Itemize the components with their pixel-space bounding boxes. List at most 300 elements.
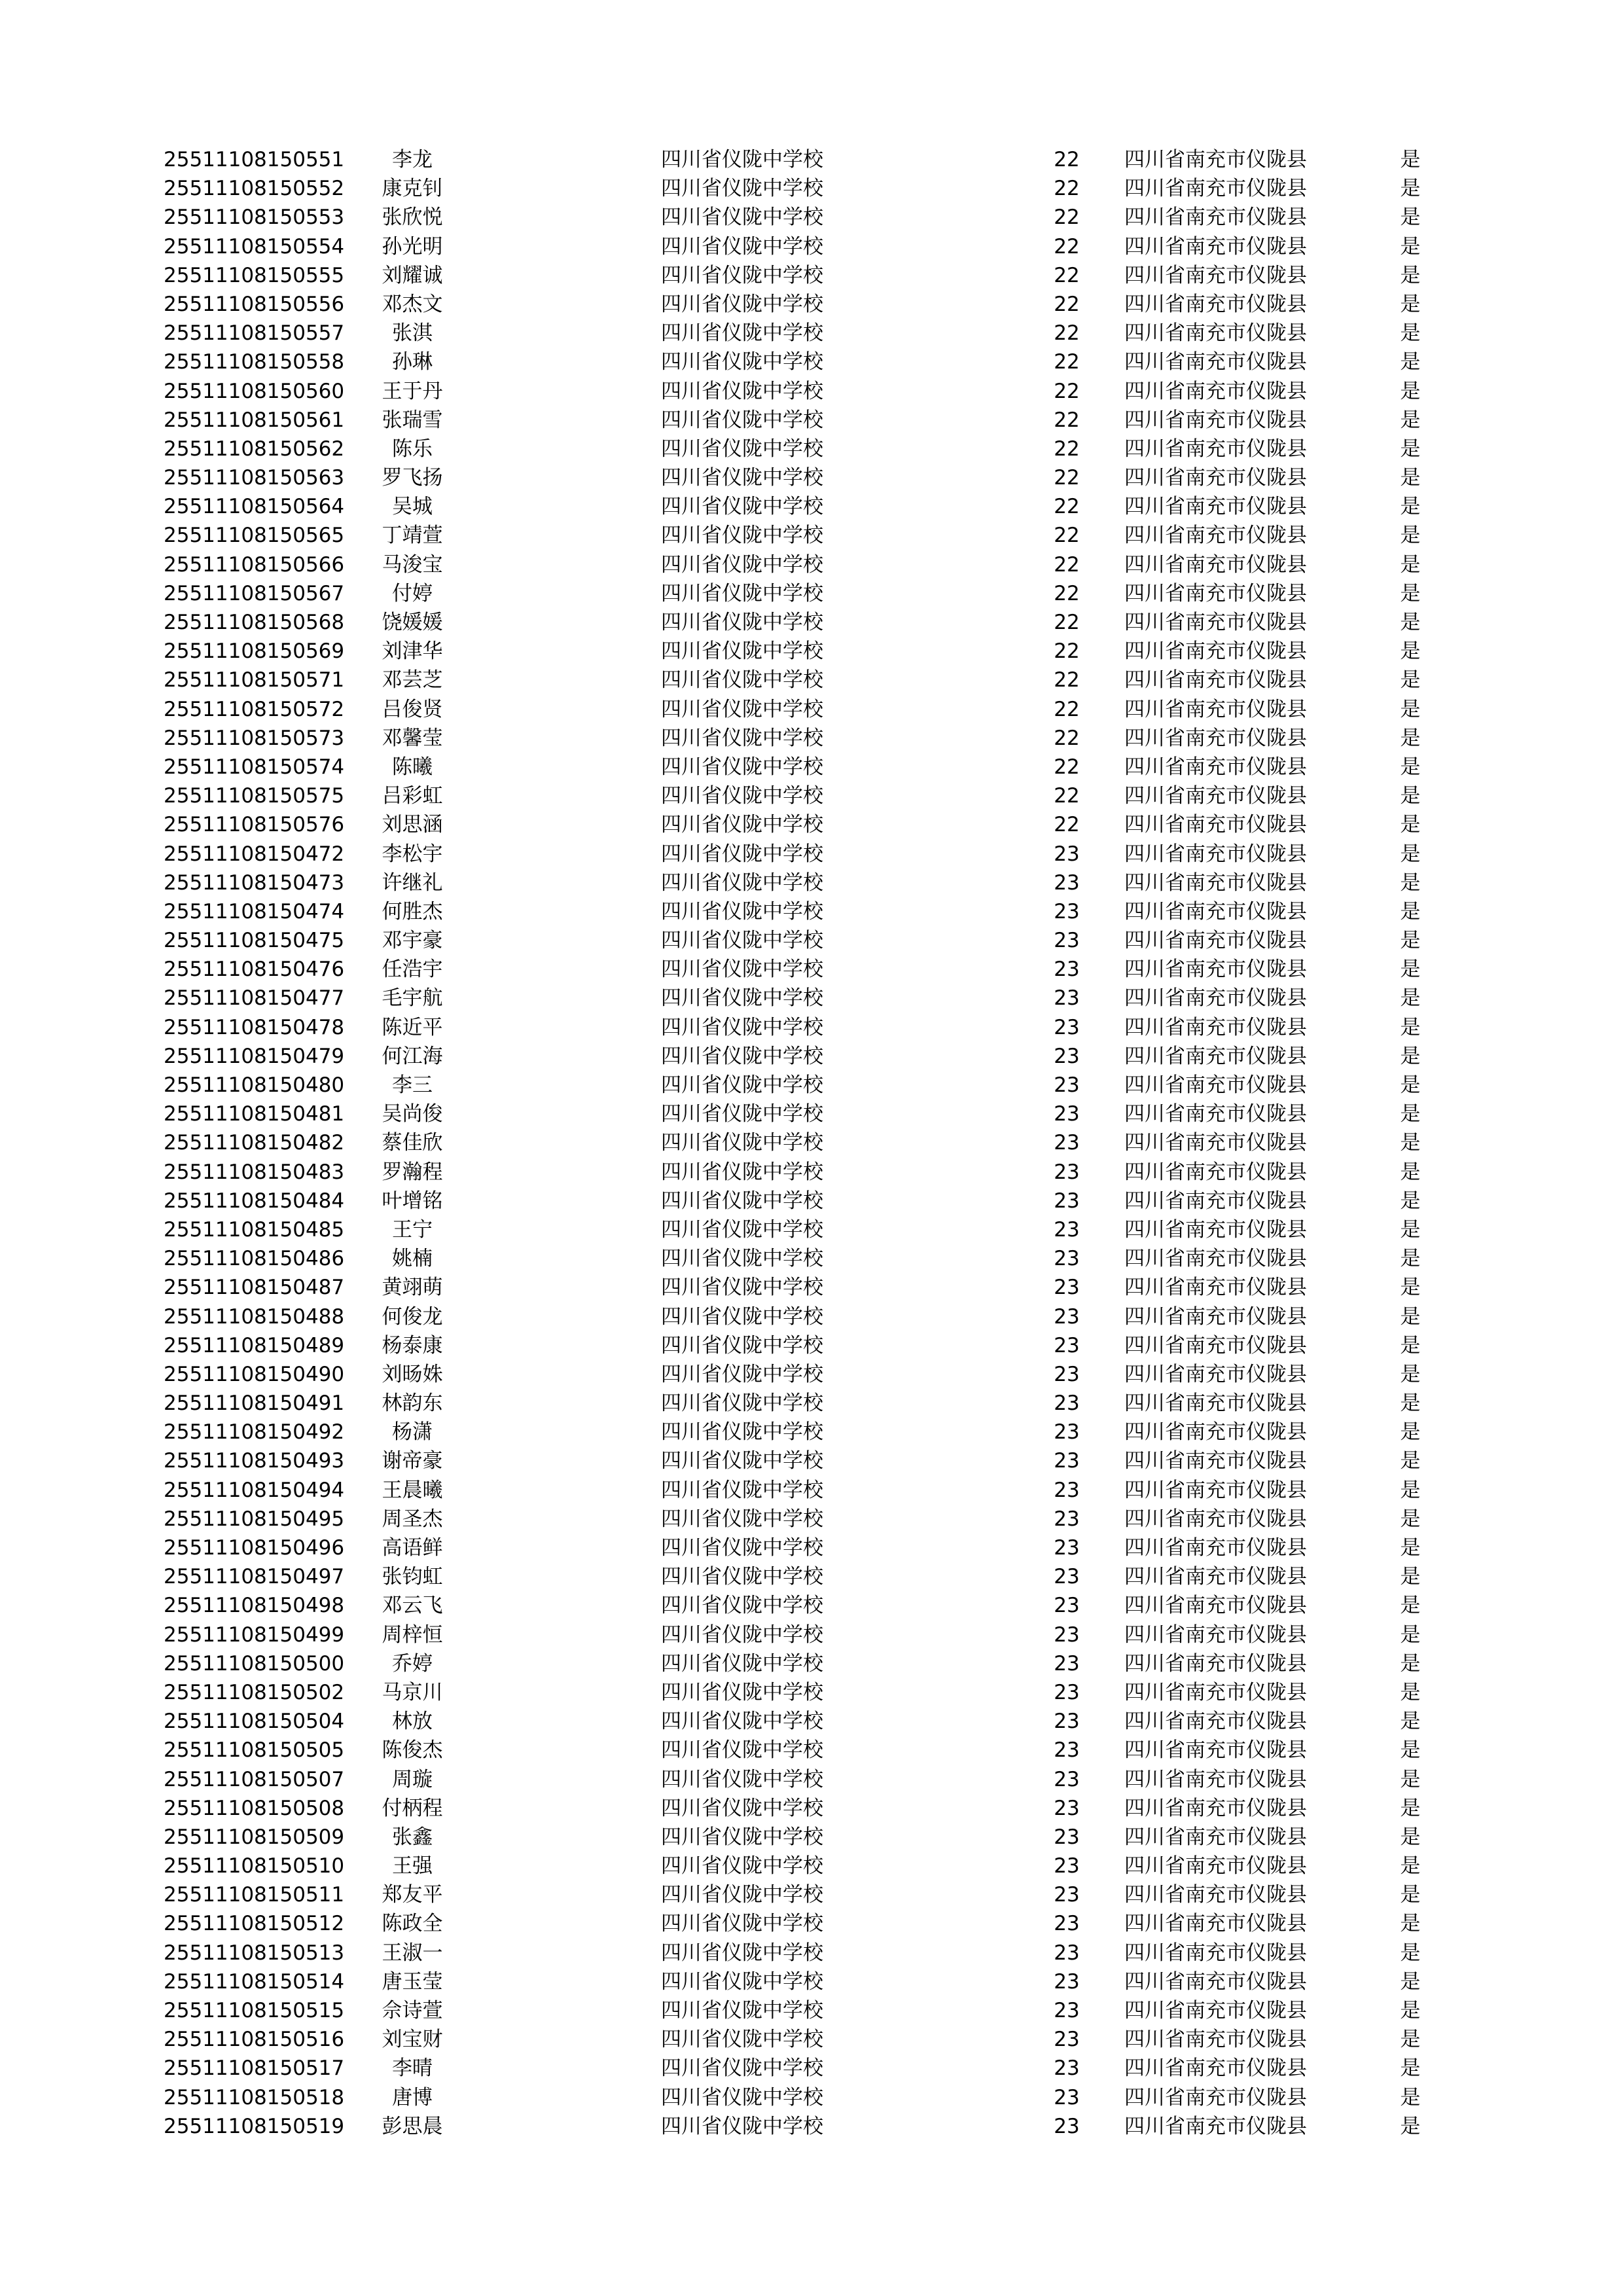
region-cell: 四川省南充市仪陇县 bbox=[1124, 1912, 1307, 1936]
student-name-cell: 丁靖萱 bbox=[382, 524, 443, 548]
school-cell: 四川省仪陇中学校 bbox=[661, 1969, 823, 1994]
region-cell: 四川省南充市仪陇县 bbox=[1124, 1391, 1307, 1416]
number-cell: 23 bbox=[1054, 1883, 1080, 1907]
school-cell: 四川省仪陇中学校 bbox=[661, 1189, 823, 1213]
number-cell: 23 bbox=[1054, 842, 1080, 866]
number-cell: 23 bbox=[1054, 2085, 1080, 2109]
number-cell: 22 bbox=[1054, 206, 1080, 230]
number-cell: 23 bbox=[1054, 1796, 1080, 1820]
student-name-cell: 马京川 bbox=[382, 1680, 443, 1704]
student-name-cell: 邓云飞 bbox=[382, 1594, 443, 1618]
number-cell: 22 bbox=[1054, 350, 1080, 374]
table-row bbox=[0, 1880, 1623, 1909]
student-name-cell: 佘诗萱 bbox=[382, 1999, 443, 2022]
student-id-cell: 25511108150564 bbox=[164, 495, 345, 519]
region-cell: 四川省南充市仪陇县 bbox=[1124, 899, 1307, 924]
flag-cell: 是 bbox=[1400, 581, 1421, 605]
student-id-cell: 25511108150515 bbox=[164, 1999, 345, 2022]
school-cell: 四川省仪陇中学校 bbox=[661, 726, 823, 750]
student-id-cell: 25511108150476 bbox=[164, 958, 345, 982]
number-cell: 23 bbox=[1054, 1276, 1080, 1300]
flag-cell: 是 bbox=[1400, 234, 1421, 259]
school-cell: 四川省仪陇中学校 bbox=[661, 1333, 823, 1357]
flag-cell: 是 bbox=[1400, 1131, 1421, 1155]
region-cell: 四川省南充市仪陇县 bbox=[1124, 726, 1307, 750]
student-name-cell: 任浩宇 bbox=[382, 958, 443, 982]
region-cell: 四川省南充市仪陇县 bbox=[1124, 1969, 1307, 1994]
student-id-cell: 25511108150554 bbox=[164, 234, 345, 259]
region-cell: 四川省南充市仪陇县 bbox=[1124, 1362, 1307, 1386]
region-cell: 四川省南充市仪陇县 bbox=[1124, 2085, 1307, 2109]
number-cell: 23 bbox=[1054, 1304, 1080, 1329]
student-name-cell: 谢帝豪 bbox=[382, 1449, 443, 1473]
table-row bbox=[0, 203, 1623, 232]
flag-cell: 是 bbox=[1400, 1796, 1421, 1820]
number-cell: 23 bbox=[1054, 1912, 1080, 1936]
region-cell: 四川省南充市仪陇县 bbox=[1124, 1333, 1307, 1357]
student-name-cell: 陈曦 bbox=[392, 755, 433, 779]
flag-cell: 是 bbox=[1400, 1276, 1421, 1300]
student-name-cell: 付婷 bbox=[392, 581, 433, 605]
flag-cell: 是 bbox=[1400, 1362, 1421, 1386]
school-cell: 四川省仪陇中学校 bbox=[661, 2085, 823, 2109]
flag-cell: 是 bbox=[1400, 929, 1421, 953]
student-id-cell: 25511108150505 bbox=[164, 1738, 345, 1763]
flag-cell: 是 bbox=[1400, 986, 1421, 1011]
school-cell: 四川省仪陇中学校 bbox=[661, 1738, 823, 1763]
flag-cell: 是 bbox=[1400, 726, 1421, 750]
student-name-cell: 陈政全 bbox=[382, 1912, 443, 1936]
student-name-cell: 蔡佳欣 bbox=[382, 1131, 443, 1155]
student-id-cell: 25511108150568 bbox=[164, 611, 345, 634]
school-cell: 四川省仪陇中学校 bbox=[661, 1796, 823, 1820]
student-id-cell: 25511108150480 bbox=[164, 1073, 345, 1097]
number-cell: 22 bbox=[1054, 611, 1080, 634]
student-name-cell: 杨泰康 bbox=[382, 1333, 443, 1357]
table-row bbox=[0, 1389, 1623, 1418]
region-cell: 四川省南充市仪陇县 bbox=[1124, 581, 1307, 605]
flag-cell: 是 bbox=[1400, 1710, 1421, 1734]
region-cell: 四川省南充市仪陇县 bbox=[1124, 1565, 1307, 1589]
student-name-cell: 高语鲜 bbox=[382, 1536, 443, 1560]
flag-cell: 是 bbox=[1400, 177, 1421, 201]
table-row bbox=[0, 1100, 1623, 1128]
school-cell: 四川省仪陇中学校 bbox=[661, 581, 823, 605]
flag-cell: 是 bbox=[1400, 755, 1421, 779]
student-name-cell: 康克钊 bbox=[382, 177, 443, 201]
student-name-cell: 何胜杰 bbox=[382, 899, 443, 924]
region-cell: 四川省南充市仪陇县 bbox=[1124, 1420, 1307, 1444]
student-id-cell: 25511108150574 bbox=[164, 755, 345, 779]
student-id-cell: 25511108150486 bbox=[164, 1247, 345, 1271]
table-row bbox=[0, 1071, 1623, 1100]
school-cell: 四川省仪陇中学校 bbox=[661, 1507, 823, 1531]
student-id-cell: 25511108150513 bbox=[164, 1941, 345, 1965]
table-row bbox=[0, 984, 1623, 1013]
flag-cell: 是 bbox=[1400, 611, 1421, 634]
student-id-cell: 25511108150561 bbox=[164, 408, 345, 432]
student-name-cell: 吕彩虹 bbox=[382, 784, 443, 808]
table-row bbox=[0, 1476, 1623, 1505]
table-row bbox=[0, 753, 1623, 781]
number-cell: 22 bbox=[1054, 177, 1080, 201]
school-cell: 四川省仪陇中学校 bbox=[661, 755, 823, 779]
student-name-cell: 付柄程 bbox=[382, 1796, 443, 1820]
school-cell: 四川省仪陇中学校 bbox=[661, 1362, 823, 1386]
table-row bbox=[0, 463, 1623, 492]
student-name-cell: 许继礼 bbox=[382, 870, 443, 895]
number-cell: 23 bbox=[1054, 870, 1080, 895]
number-cell: 22 bbox=[1054, 292, 1080, 316]
table-row bbox=[0, 1707, 1623, 1736]
number-cell: 23 bbox=[1054, 1247, 1080, 1271]
student-name-cell: 王淑一 bbox=[382, 1941, 443, 1965]
student-id-cell: 25511108150493 bbox=[164, 1449, 345, 1473]
region-cell: 四川省南充市仪陇县 bbox=[1124, 1796, 1307, 1820]
table-row bbox=[0, 290, 1623, 319]
student-id-cell: 25511108150474 bbox=[164, 899, 345, 924]
flag-cell: 是 bbox=[1400, 263, 1421, 287]
table-row bbox=[0, 435, 1623, 463]
table-row bbox=[0, 1244, 1623, 1273]
number-cell: 22 bbox=[1054, 148, 1080, 171]
region-cell: 四川省南充市仪陇县 bbox=[1124, 1160, 1307, 1184]
number-cell: 23 bbox=[1054, 1449, 1080, 1473]
flag-cell: 是 bbox=[1400, 1449, 1421, 1473]
student-id-cell: 25511108150475 bbox=[164, 929, 345, 953]
flag-cell: 是 bbox=[1400, 1969, 1421, 1994]
flag-cell: 是 bbox=[1400, 1333, 1421, 1357]
student-id-cell: 25511108150484 bbox=[164, 1189, 345, 1213]
student-name-cell: 李松宇 bbox=[382, 842, 443, 866]
region-cell: 四川省南充市仪陇县 bbox=[1124, 2114, 1307, 2138]
student-id-cell: 25511108150565 bbox=[164, 524, 345, 548]
table-row bbox=[0, 955, 1623, 984]
student-name-cell: 毛宇航 bbox=[382, 986, 443, 1011]
number-cell: 22 bbox=[1054, 581, 1080, 605]
region-cell: 四川省南充市仪陇县 bbox=[1124, 1941, 1307, 1965]
flag-cell: 是 bbox=[1400, 697, 1421, 721]
region-cell: 四川省南充市仪陇县 bbox=[1124, 668, 1307, 692]
student-id-cell: 25511108150504 bbox=[164, 1710, 345, 1734]
region-cell: 四川省南充市仪陇县 bbox=[1124, 813, 1307, 837]
school-cell: 四川省仪陇中学校 bbox=[661, 552, 823, 577]
student-name-cell: 罗瀚程 bbox=[382, 1160, 443, 1184]
student-id-cell: 25511108150487 bbox=[164, 1276, 345, 1300]
school-cell: 四川省仪陇中学校 bbox=[661, 263, 823, 287]
student-id-cell: 25511108150572 bbox=[164, 697, 345, 721]
school-cell: 四川省仪陇中学校 bbox=[661, 495, 823, 519]
flag-cell: 是 bbox=[1400, 1189, 1421, 1213]
table-row bbox=[0, 781, 1623, 810]
number-cell: 23 bbox=[1054, 1507, 1080, 1531]
number-cell: 23 bbox=[1054, 1651, 1080, 1676]
flag-cell: 是 bbox=[1400, 2028, 1421, 2052]
flag-cell: 是 bbox=[1400, 148, 1421, 171]
student-name-cell: 陈乐 bbox=[392, 437, 433, 461]
flag-cell: 是 bbox=[1400, 842, 1421, 866]
student-id-cell: 25511108150494 bbox=[164, 1478, 345, 1502]
student-id-cell: 25511108150573 bbox=[164, 726, 345, 750]
table-row bbox=[0, 348, 1623, 376]
table-row bbox=[0, 145, 1623, 174]
flag-cell: 是 bbox=[1400, 2085, 1421, 2109]
school-cell: 四川省仪陇中学校 bbox=[661, 697, 823, 721]
school-cell: 四川省仪陇中学校 bbox=[661, 929, 823, 953]
region-cell: 四川省南充市仪陇县 bbox=[1124, 1507, 1307, 1531]
region-cell: 四川省南充市仪陇县 bbox=[1124, 755, 1307, 779]
student-name-cell: 陈近平 bbox=[382, 1015, 443, 1039]
flag-cell: 是 bbox=[1400, 870, 1421, 895]
student-id-cell: 25511108150509 bbox=[164, 1825, 345, 1849]
student-id-cell: 25511108150511 bbox=[164, 1883, 345, 1907]
school-cell: 四川省仪陇中学校 bbox=[661, 206, 823, 230]
flag-cell: 是 bbox=[1400, 1044, 1421, 1068]
region-cell: 四川省南充市仪陇县 bbox=[1124, 639, 1307, 664]
number-cell: 23 bbox=[1054, 1536, 1080, 1560]
student-name-cell: 李晴 bbox=[392, 2056, 433, 2081]
student-id-cell: 25511108150512 bbox=[164, 1912, 345, 1936]
number-cell: 23 bbox=[1054, 1217, 1080, 1242]
flag-cell: 是 bbox=[1400, 813, 1421, 837]
number-cell: 23 bbox=[1054, 1854, 1080, 1878]
table-row bbox=[0, 1967, 1623, 1996]
student-id-cell: 25511108150491 bbox=[164, 1391, 345, 1416]
region-cell: 四川省南充市仪陇县 bbox=[1124, 408, 1307, 432]
number-cell: 23 bbox=[1054, 1565, 1080, 1589]
number-cell: 22 bbox=[1054, 552, 1080, 577]
number-cell: 23 bbox=[1054, 1969, 1080, 1994]
student-name-cell: 王宁 bbox=[392, 1217, 433, 1242]
number-cell: 23 bbox=[1054, 1941, 1080, 1965]
number-cell: 23 bbox=[1054, 899, 1080, 924]
student-name-cell: 刘耀诚 bbox=[382, 263, 443, 287]
school-cell: 四川省仪陇中学校 bbox=[661, 1710, 823, 1734]
student-id-cell: 25511108150498 bbox=[164, 1594, 345, 1618]
school-cell: 四川省仪陇中学校 bbox=[661, 1680, 823, 1704]
region-cell: 四川省南充市仪陇县 bbox=[1124, 1738, 1307, 1763]
student-name-cell: 罗飞扬 bbox=[382, 466, 443, 490]
school-cell: 四川省仪陇中学校 bbox=[661, 1941, 823, 1965]
student-id-cell: 25511108150508 bbox=[164, 1796, 345, 1820]
number-cell: 23 bbox=[1054, 1767, 1080, 1791]
table-row bbox=[0, 1591, 1623, 1620]
region-cell: 四川省南充市仪陇县 bbox=[1124, 1999, 1307, 2022]
region-cell: 四川省南充市仪陇县 bbox=[1124, 611, 1307, 634]
number-cell: 23 bbox=[1054, 1102, 1080, 1126]
region-cell: 四川省南充市仪陇县 bbox=[1124, 842, 1307, 866]
table-row bbox=[0, 695, 1623, 724]
number-cell: 23 bbox=[1054, 986, 1080, 1011]
school-cell: 四川省仪陇中学校 bbox=[661, 1478, 823, 1502]
student-id-cell: 25511108150489 bbox=[164, 1333, 345, 1357]
table-row bbox=[0, 319, 1623, 348]
flag-cell: 是 bbox=[1400, 1160, 1421, 1184]
student-id-cell: 25511108150571 bbox=[164, 668, 345, 692]
flag-cell: 是 bbox=[1400, 1420, 1421, 1444]
flag-cell: 是 bbox=[1400, 1738, 1421, 1763]
number-cell: 22 bbox=[1054, 495, 1080, 519]
student-name-cell: 黄翊萌 bbox=[382, 1276, 443, 1300]
number-cell: 22 bbox=[1054, 813, 1080, 837]
number-cell: 23 bbox=[1054, 1825, 1080, 1849]
flag-cell: 是 bbox=[1400, 1536, 1421, 1560]
student-name-cell: 李龙 bbox=[392, 148, 433, 171]
table-row bbox=[0, 2083, 1623, 2112]
school-cell: 四川省仪陇中学校 bbox=[661, 1102, 823, 1126]
flag-cell: 是 bbox=[1400, 668, 1421, 692]
student-name-cell: 林韵东 bbox=[382, 1391, 443, 1416]
number-cell: 22 bbox=[1054, 668, 1080, 692]
number-cell: 23 bbox=[1054, 1131, 1080, 1155]
number-cell: 23 bbox=[1054, 1073, 1080, 1097]
flag-cell: 是 bbox=[1400, 1015, 1421, 1039]
flag-cell: 是 bbox=[1400, 350, 1421, 374]
flag-cell: 是 bbox=[1400, 1651, 1421, 1676]
flag-cell: 是 bbox=[1400, 1102, 1421, 1126]
number-cell: 22 bbox=[1054, 726, 1080, 750]
school-cell: 四川省仪陇中学校 bbox=[661, 1449, 823, 1473]
student-name-cell: 刘旸姝 bbox=[382, 1362, 443, 1386]
region-cell: 四川省南充市仪陇县 bbox=[1124, 379, 1307, 403]
flag-cell: 是 bbox=[1400, 1478, 1421, 1502]
number-cell: 23 bbox=[1054, 1044, 1080, 1068]
student-id-cell: 25511108150551 bbox=[164, 148, 345, 171]
student-name-cell: 王强 bbox=[392, 1854, 433, 1878]
student-id-cell: 25511108150560 bbox=[164, 379, 345, 403]
school-cell: 四川省仪陇中学校 bbox=[661, 899, 823, 924]
student-name-cell: 刘宝财 bbox=[382, 2028, 443, 2052]
student-name-cell: 姚楠 bbox=[392, 1247, 433, 1271]
school-cell: 四川省仪陇中学校 bbox=[661, 1565, 823, 1589]
region-cell: 四川省南充市仪陇县 bbox=[1124, 1594, 1307, 1618]
region-cell: 四川省南充市仪陇县 bbox=[1124, 1073, 1307, 1097]
region-cell: 四川省南充市仪陇县 bbox=[1124, 1883, 1307, 1907]
number-cell: 23 bbox=[1054, 958, 1080, 982]
flag-cell: 是 bbox=[1400, 899, 1421, 924]
region-cell: 四川省南充市仪陇县 bbox=[1124, 437, 1307, 461]
region-cell: 四川省南充市仪陇县 bbox=[1124, 697, 1307, 721]
flag-cell: 是 bbox=[1400, 1941, 1421, 1965]
student-id-cell: 25511108150575 bbox=[164, 784, 345, 808]
region-cell: 四川省南充市仪陇县 bbox=[1124, 552, 1307, 577]
flag-cell: 是 bbox=[1400, 1999, 1421, 2022]
flag-cell: 是 bbox=[1400, 552, 1421, 577]
region-cell: 四川省南充市仪陇县 bbox=[1124, 1854, 1307, 1878]
student-id-cell: 25511108150481 bbox=[164, 1102, 345, 1126]
number-cell: 23 bbox=[1054, 1623, 1080, 1647]
student-id-cell: 25511108150488 bbox=[164, 1304, 345, 1329]
flag-cell: 是 bbox=[1400, 1594, 1421, 1618]
student-id-cell: 25511108150482 bbox=[164, 1131, 345, 1155]
student-name-cell: 叶增铭 bbox=[382, 1189, 443, 1213]
table-row bbox=[0, 377, 1623, 406]
region-cell: 四川省南充市仪陇县 bbox=[1124, 495, 1307, 519]
school-cell: 四川省仪陇中学校 bbox=[661, 1651, 823, 1676]
student-name-cell: 陈俊杰 bbox=[382, 1738, 443, 1763]
student-name-cell: 唐博 bbox=[392, 2085, 433, 2109]
school-cell: 四川省仪陇中学校 bbox=[661, 2114, 823, 2138]
region-cell: 四川省南充市仪陇县 bbox=[1124, 1276, 1307, 1300]
student-id-cell: 25511108150576 bbox=[164, 813, 345, 837]
flag-cell: 是 bbox=[1400, 379, 1421, 403]
school-cell: 四川省仪陇中学校 bbox=[661, 1854, 823, 1878]
student-name-cell: 周圣杰 bbox=[382, 1507, 443, 1531]
school-cell: 四川省仪陇中学校 bbox=[661, 379, 823, 403]
number-cell: 23 bbox=[1054, 1015, 1080, 1039]
school-cell: 四川省仪陇中学校 bbox=[661, 1623, 823, 1647]
student-id-cell: 25511108150514 bbox=[164, 1969, 345, 1994]
school-cell: 四川省仪陇中学校 bbox=[661, 350, 823, 374]
student-id-cell: 25511108150553 bbox=[164, 206, 345, 230]
flag-cell: 是 bbox=[1400, 1767, 1421, 1791]
number-cell: 23 bbox=[1054, 2056, 1080, 2081]
school-cell: 四川省仪陇中学校 bbox=[661, 1420, 823, 1444]
student-id-cell: 25511108150555 bbox=[164, 263, 345, 287]
table-row bbox=[0, 521, 1623, 550]
student-id-cell: 25511108150556 bbox=[164, 292, 345, 316]
flag-cell: 是 bbox=[1400, 408, 1421, 432]
student-id-cell: 25511108150485 bbox=[164, 1217, 345, 1242]
flag-cell: 是 bbox=[1400, 639, 1421, 664]
student-name-cell: 何俊龙 bbox=[382, 1304, 443, 1329]
student-id-cell: 25511108150490 bbox=[164, 1362, 345, 1386]
table-row bbox=[0, 1534, 1623, 1562]
table-row bbox=[0, 492, 1623, 521]
table-row bbox=[0, 1996, 1623, 2025]
school-cell: 四川省仪陇中学校 bbox=[661, 958, 823, 982]
school-cell: 四川省仪陇中学校 bbox=[661, 611, 823, 634]
number-cell: 23 bbox=[1054, 1999, 1080, 2022]
region-cell: 四川省南充市仪陇县 bbox=[1124, 986, 1307, 1011]
flag-cell: 是 bbox=[1400, 1217, 1421, 1242]
flag-cell: 是 bbox=[1400, 1883, 1421, 1907]
school-cell: 四川省仪陇中学校 bbox=[661, 784, 823, 808]
school-cell: 四川省仪陇中学校 bbox=[661, 813, 823, 837]
table-row bbox=[0, 840, 1623, 869]
school-cell: 四川省仪陇中学校 bbox=[661, 1044, 823, 1068]
flag-cell: 是 bbox=[1400, 524, 1421, 548]
number-cell: 22 bbox=[1054, 697, 1080, 721]
table-row bbox=[0, 869, 1623, 897]
table-row bbox=[0, 1360, 1623, 1389]
number-cell: 23 bbox=[1054, 1362, 1080, 1386]
flag-cell: 是 bbox=[1400, 1680, 1421, 1704]
student-name-cell: 唐玉莹 bbox=[382, 1969, 443, 1994]
number-cell: 22 bbox=[1054, 234, 1080, 259]
table-row bbox=[0, 608, 1623, 637]
table-row bbox=[0, 1649, 1623, 1678]
region-cell: 四川省南充市仪陇县 bbox=[1124, 929, 1307, 953]
student-name-cell: 邓馨莹 bbox=[382, 726, 443, 750]
student-name-cell: 何江海 bbox=[382, 1044, 443, 1068]
table-row bbox=[0, 550, 1623, 579]
student-id-cell: 25511108150479 bbox=[164, 1044, 345, 1068]
table-row bbox=[0, 926, 1623, 955]
number-cell: 22 bbox=[1054, 755, 1080, 779]
student-id-cell: 25511108150492 bbox=[164, 1420, 345, 1444]
region-cell: 四川省南充市仪陇县 bbox=[1124, 870, 1307, 895]
region-cell: 四川省南充市仪陇县 bbox=[1124, 1102, 1307, 1126]
number-cell: 22 bbox=[1054, 466, 1080, 490]
student-name-cell: 饶媛媛 bbox=[382, 611, 443, 634]
school-cell: 四川省仪陇中学校 bbox=[661, 1217, 823, 1242]
school-cell: 四川省仪陇中学校 bbox=[661, 524, 823, 548]
student-name-cell: 刘津华 bbox=[382, 639, 443, 664]
table-row bbox=[0, 1621, 1623, 1649]
school-cell: 四川省仪陇中学校 bbox=[661, 1276, 823, 1300]
table-row bbox=[0, 1794, 1623, 1823]
